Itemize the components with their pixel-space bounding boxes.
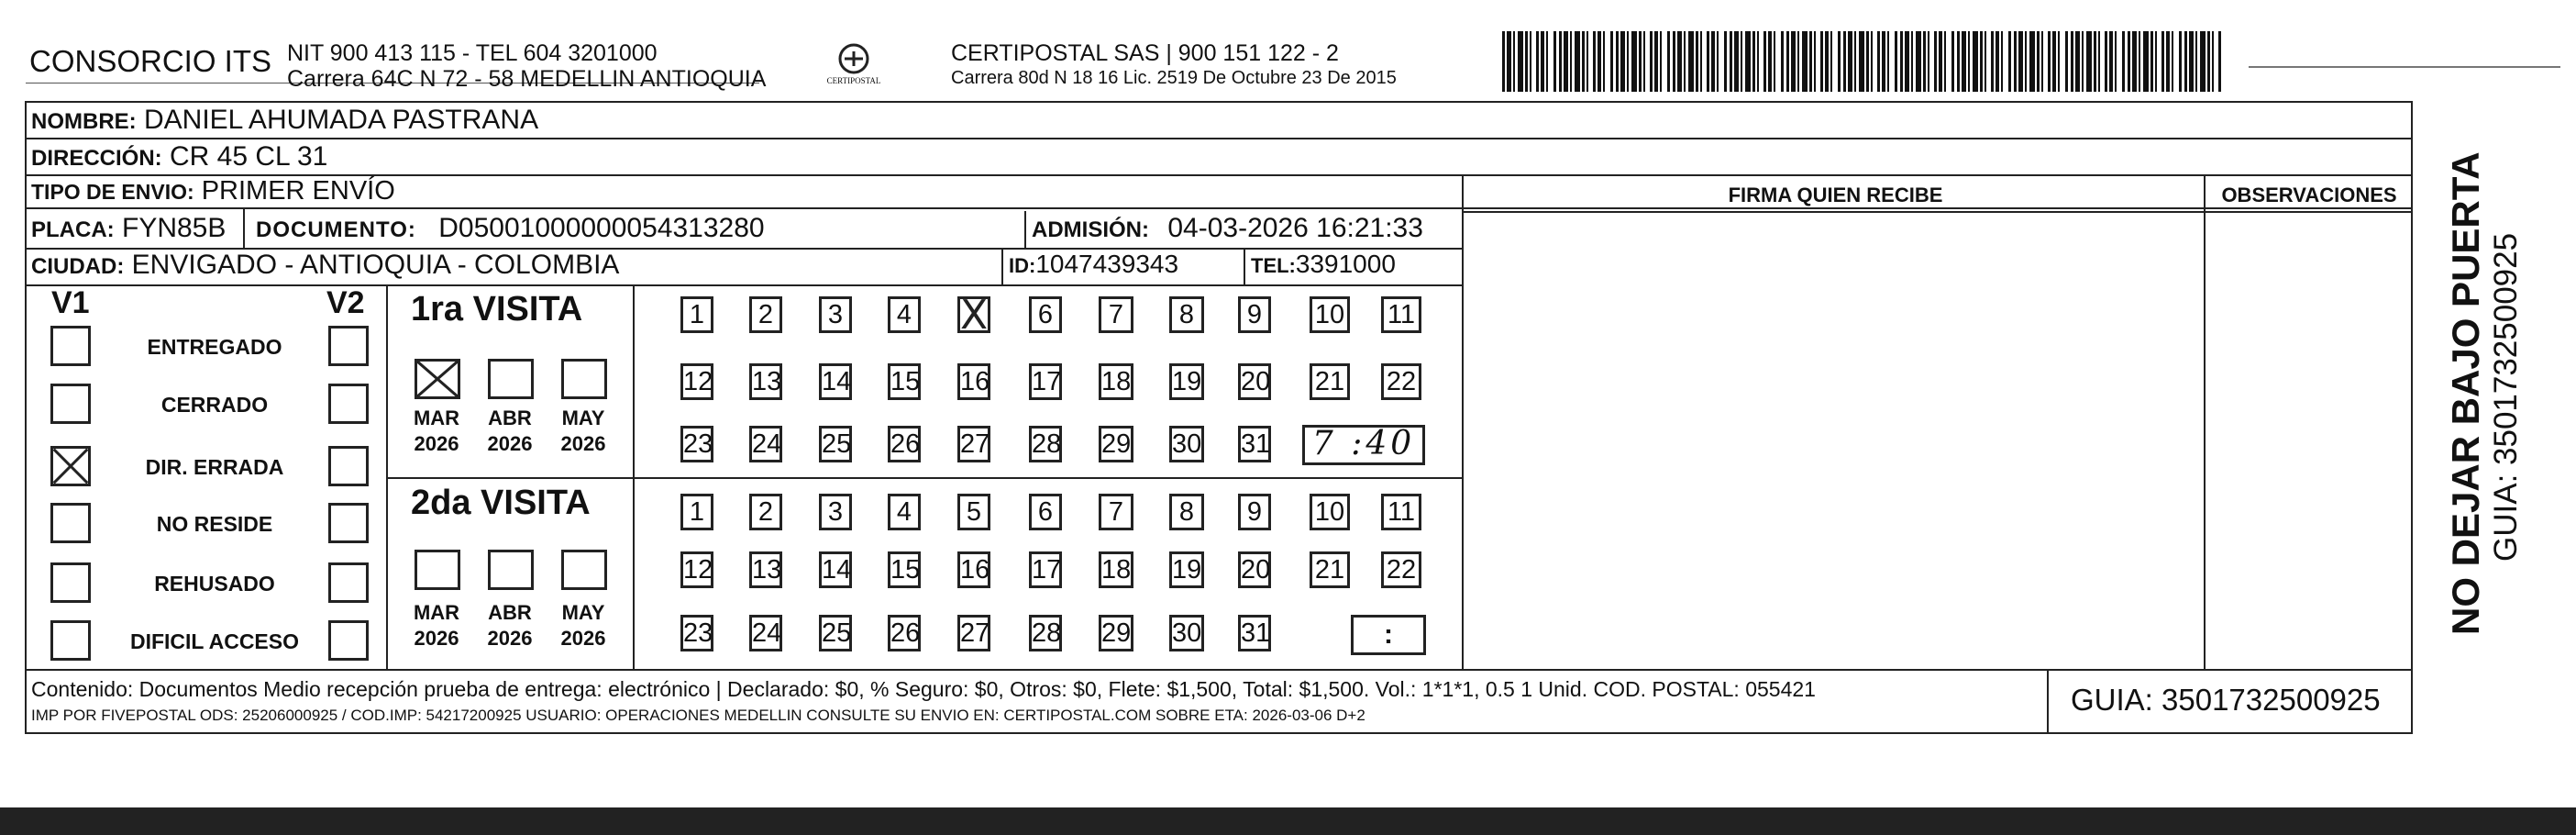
barcode-bar bbox=[1553, 31, 1556, 92]
barcode-bar bbox=[2115, 31, 2117, 92]
day-checkbox[interactable]: 2 bbox=[749, 296, 782, 333]
day-checkbox[interactable]: 31 bbox=[1238, 615, 1271, 651]
month-year-label: 2026 bbox=[487, 432, 533, 455]
day-checkbox[interactable]: 22 bbox=[1381, 363, 1421, 400]
perforation-line bbox=[2249, 66, 2560, 68]
barcode-bar bbox=[1518, 31, 1523, 92]
barcode-bar bbox=[2082, 31, 2084, 92]
company-name: CONSORCIO ITS bbox=[29, 44, 272, 78]
barcode-bar bbox=[2048, 31, 2051, 92]
ciudad-value: ENVIGADO - ANTIOQUIA - COLOMBIA bbox=[131, 250, 620, 280]
id-label: ID: bbox=[1009, 254, 1036, 277]
barcode-bar bbox=[1859, 31, 1864, 92]
logo-text: CERTIPOSTAL bbox=[826, 76, 881, 85]
row-divider bbox=[25, 138, 2413, 139]
tel-row bbox=[1251, 250, 1396, 279]
day-checkbox[interactable]: 25 bbox=[819, 615, 852, 651]
barcode-bar bbox=[1627, 31, 1629, 92]
status-label: ENTREGADO bbox=[147, 335, 282, 359]
barcode-bar bbox=[1684, 31, 1686, 92]
barcode-bar bbox=[1734, 31, 1739, 92]
month-checkbox[interactable] bbox=[415, 550, 460, 590]
day-checkbox[interactable]: 9 bbox=[1238, 296, 1271, 333]
barcode-bar bbox=[1667, 31, 1670, 92]
barcode-bar bbox=[1677, 31, 1682, 92]
barcode bbox=[1502, 31, 2228, 92]
nombre-value: DANIEL AHUMADA PASTRANA bbox=[144, 105, 539, 135]
visit1-title: 1ra VISITA bbox=[411, 290, 583, 328]
barcode-bar bbox=[1536, 31, 1539, 92]
barcode-bar bbox=[2207, 31, 2210, 92]
day-checkbox[interactable]: 11 bbox=[1381, 296, 1421, 333]
day-checkbox[interactable]: 2 bbox=[749, 494, 782, 530]
no-dejar-bajo-puerta: NO DEJAR BAJO PUERTA bbox=[2444, 151, 2487, 635]
id-value: 1047439343 bbox=[1035, 250, 1179, 278]
barcode-bar bbox=[2041, 31, 2043, 92]
day-checkbox[interactable]: 17 bbox=[1029, 551, 1062, 588]
placa-label: PLACA: bbox=[31, 217, 115, 242]
barcode-bar bbox=[1650, 31, 1653, 92]
day-checkbox[interactable]: 24 bbox=[749, 615, 782, 651]
day-checkbox[interactable]: 18 bbox=[1099, 551, 1133, 588]
month-checkbox[interactable] bbox=[561, 359, 607, 399]
day-checkbox[interactable]: 9 bbox=[1238, 494, 1271, 530]
barcode-bar bbox=[2128, 31, 2130, 92]
barcode-bar bbox=[2172, 31, 2173, 92]
barcode-bar bbox=[2001, 31, 2003, 92]
barcode-bar bbox=[1564, 31, 1568, 92]
barcode-bar bbox=[1546, 31, 1548, 92]
barcode-bar bbox=[1610, 31, 1613, 92]
barcode-bar bbox=[1587, 31, 1588, 92]
barcode-bar bbox=[1700, 31, 1702, 92]
footer-divider bbox=[25, 669, 2413, 671]
barcode-bar bbox=[1643, 31, 1645, 92]
barcode-bar bbox=[2094, 31, 2096, 92]
barcode-bar bbox=[2098, 31, 2100, 92]
barcode-bar bbox=[2139, 31, 2140, 92]
barcode-bar bbox=[1660, 31, 1662, 92]
documento-value: D05001000000054313280 bbox=[438, 213, 765, 243]
day-checkbox[interactable]: 25 bbox=[819, 426, 852, 462]
day-checkbox[interactable]: 30 bbox=[1169, 426, 1204, 462]
day-checkbox[interactable]: 31 bbox=[1238, 426, 1271, 462]
barcode-bar bbox=[1502, 31, 1505, 92]
barcode-bar bbox=[1968, 31, 1970, 92]
day-checkbox[interactable]: 3 bbox=[819, 494, 852, 530]
day-checkbox[interactable]: 20 bbox=[1238, 551, 1271, 588]
barcode-bar bbox=[1848, 31, 1852, 92]
tel-label: TEL: bbox=[1251, 254, 1296, 277]
day-checkbox[interactable]: 10 bbox=[1310, 296, 1350, 333]
day-checkbox[interactable]: 14 bbox=[819, 551, 852, 588]
day-checkbox[interactable]: 8 bbox=[1169, 494, 1204, 530]
barcode-bar bbox=[2195, 31, 2197, 92]
v2-checkbox[interactable] bbox=[328, 384, 369, 424]
day-checkbox[interactable]: 13 bbox=[749, 551, 782, 588]
v1-checkbox[interactable] bbox=[50, 620, 91, 661]
day-checkbox[interactable]: 4 bbox=[888, 494, 921, 530]
barcode-bar bbox=[1541, 31, 1544, 92]
v2-checkbox[interactable] bbox=[328, 620, 369, 661]
status-label: NO RESIDE bbox=[156, 512, 273, 536]
barcode-bar bbox=[2071, 31, 2073, 92]
company-nit: NIT 900 413 115 - TEL 604 3201000 bbox=[287, 40, 658, 66]
day-checkbox[interactable]: 16 bbox=[957, 363, 990, 400]
day-checkbox[interactable]: 6 bbox=[1029, 296, 1062, 333]
placa-divider bbox=[243, 207, 245, 248]
barcode-bar bbox=[1825, 31, 1829, 92]
month-year-label: 2026 bbox=[487, 627, 533, 650]
footer-contenido: Contenido: Documentos Medio recepción prueba de entrega: electrónico | Declarado: $0, % Seguro: $0, Otros: $0, Flete: $1,500, Total: $1,500. Vol.: 1*1*1, 0.5 1 Unid. COD. POSTAL: 055421 bbox=[31, 677, 1816, 701]
barcode-bar bbox=[2150, 31, 2153, 92]
admision-label: ADMISIÓN: bbox=[1032, 217, 1149, 242]
day-checkbox[interactable]: 26 bbox=[888, 426, 921, 462]
barcode-bar bbox=[1791, 31, 1796, 92]
direccion-label: DIRECCIÓN: bbox=[31, 146, 162, 171]
barcode-bar bbox=[1724, 31, 1727, 92]
carrier-name: CERTIPOSTAL SAS | 900 151 122 - 2 bbox=[951, 40, 1339, 66]
id-row bbox=[1009, 250, 1178, 279]
barcode-bar bbox=[1513, 31, 1515, 92]
barcode-bar bbox=[1802, 31, 1808, 92]
visit1-time-box bbox=[1302, 425, 1425, 465]
barcode-bar bbox=[2189, 31, 2194, 92]
v2-checkbox[interactable] bbox=[328, 326, 369, 366]
day-checkbox[interactable]: 28 bbox=[1029, 615, 1062, 651]
barcode-bar bbox=[1814, 31, 1816, 92]
day-checkbox[interactable]: 17 bbox=[1029, 363, 1062, 400]
barcode-bar bbox=[2166, 31, 2170, 92]
day-checkbox[interactable]: 18 bbox=[1099, 363, 1133, 400]
barcode-bar bbox=[1525, 31, 1528, 92]
barcode-bar bbox=[2184, 31, 2187, 92]
barcode-bar bbox=[1639, 31, 1642, 92]
v2-checkbox[interactable] bbox=[328, 446, 369, 486]
day-checkbox[interactable]: 11 bbox=[1381, 494, 1421, 530]
certipostal-logo bbox=[821, 40, 887, 94]
barcode-bar bbox=[2029, 31, 2035, 92]
company-address: Carrera 64C N 72 - 58 MEDELLIN ANTIOQUIA bbox=[287, 66, 767, 92]
month-year-label: 2026 bbox=[560, 627, 606, 650]
barcode-bar bbox=[1882, 31, 1885, 92]
day-checkbox[interactable]: 1 bbox=[680, 494, 713, 530]
barcode-bar bbox=[2143, 31, 2149, 92]
day-checkbox[interactable]: 12 bbox=[680, 363, 713, 400]
month-checkbox[interactable] bbox=[415, 359, 460, 399]
ciudad-row bbox=[31, 250, 619, 281]
v1-checkbox[interactable] bbox=[50, 503, 91, 543]
direccion-value: CR 45 CL 31 bbox=[170, 141, 328, 172]
day-checkbox[interactable]: 12 bbox=[680, 551, 713, 588]
barcode-bar bbox=[1985, 31, 1986, 92]
barcode-bar bbox=[1603, 31, 1605, 92]
barcode-bar bbox=[2025, 31, 2027, 92]
barcode-bar bbox=[1911, 31, 1913, 92]
barcode-bar bbox=[1620, 31, 1625, 92]
day-checkbox[interactable]: 13 bbox=[749, 363, 782, 400]
v2-checkbox[interactable] bbox=[328, 503, 369, 543]
placa-row bbox=[31, 213, 226, 244]
side-guia: GUIA: 3501732500925 bbox=[2488, 232, 2524, 562]
day-checkbox[interactable]: 29 bbox=[1099, 426, 1133, 462]
barcode-bar bbox=[1530, 31, 1531, 92]
barcode-bar bbox=[1745, 31, 1751, 92]
barcode-bar bbox=[1559, 31, 1562, 92]
barcode-bar bbox=[1757, 31, 1759, 92]
row-divider bbox=[1464, 211, 2413, 213]
day-checkbox[interactable]: 5 bbox=[957, 494, 990, 530]
barcode-bar bbox=[1877, 31, 1880, 92]
day-checkbox[interactable]: 27 bbox=[957, 426, 990, 462]
row-divider bbox=[25, 284, 1464, 286]
day-checkbox[interactable]: 23 bbox=[680, 426, 713, 462]
barcode-bar bbox=[1730, 31, 1732, 92]
barcode-bar bbox=[2014, 31, 2017, 92]
day-checkbox[interactable]: 3 bbox=[819, 296, 852, 333]
day-checkbox[interactable]: 1 bbox=[680, 296, 713, 333]
barcode-bar bbox=[2018, 31, 2023, 92]
month-year-label: 2026 bbox=[560, 432, 606, 455]
barcode-bar bbox=[1711, 31, 1715, 92]
barcode-bar bbox=[1598, 31, 1601, 92]
barcode-bar bbox=[1866, 31, 1869, 92]
barcode-bar bbox=[2122, 31, 2125, 92]
month-label: MAY bbox=[561, 601, 605, 624]
month-label: ABR bbox=[488, 406, 532, 429]
barcode-bar bbox=[1575, 31, 1580, 92]
barcode-bar bbox=[1593, 31, 1596, 92]
barcode-bar bbox=[1688, 31, 1694, 92]
footer-guia: GUIA: 3501732500925 bbox=[2071, 683, 2381, 717]
barcode-bar bbox=[1797, 31, 1799, 92]
barcode-bar bbox=[1774, 31, 1775, 92]
barcode-bar bbox=[1951, 31, 1954, 92]
barcode-bar bbox=[1507, 31, 1511, 92]
barcode-bar bbox=[1843, 31, 1846, 92]
carrier-address: Carrera 80d N 18 16 Lic. 2519 De Octubre 23 De 2015 bbox=[951, 68, 1397, 88]
barcode-bar bbox=[1900, 31, 1903, 92]
barcode-bar bbox=[1962, 31, 1966, 92]
row-divider bbox=[25, 207, 2413, 209]
admision-value: 04-03-2026 16:21:33 bbox=[1167, 213, 1423, 243]
barcode-bar bbox=[1696, 31, 1698, 92]
day-checkbox[interactable]: 27 bbox=[957, 615, 990, 651]
barcode-bar bbox=[1996, 31, 1999, 92]
barcode-bar bbox=[1923, 31, 1926, 92]
barcode-bar bbox=[1673, 31, 1675, 92]
firma-header: FIRMA QUIEN RECIBE bbox=[1728, 184, 1943, 206]
barcode-bar bbox=[1838, 31, 1841, 92]
barcode-bar bbox=[2200, 31, 2206, 92]
nombre-row bbox=[31, 105, 538, 136]
barcode-bar bbox=[1741, 31, 1742, 92]
ciudad-label: CIUDAD: bbox=[31, 254, 125, 279]
status-label: REHUSADO bbox=[154, 572, 275, 596]
barcode-bar bbox=[1717, 31, 1719, 92]
day-checkbox[interactable]: 28 bbox=[1029, 426, 1062, 462]
visit-divider bbox=[388, 477, 1462, 479]
day-checkbox[interactable]: 6 bbox=[1029, 494, 1062, 530]
day-checkbox[interactable]: 10 bbox=[1310, 494, 1350, 530]
documento-label: DOCUMENTO: bbox=[256, 217, 416, 242]
barcode-bar bbox=[2058, 31, 2060, 92]
barcode-bar bbox=[1570, 31, 1572, 92]
day-checkbox[interactable]: 29 bbox=[1099, 615, 1133, 651]
barcode-bar bbox=[1905, 31, 1909, 92]
month-label: ABR bbox=[488, 601, 532, 624]
day-checkbox[interactable] bbox=[957, 296, 990, 333]
v2-header: V2 bbox=[326, 285, 365, 320]
barcode-bar bbox=[1944, 31, 1946, 92]
visit2-time-colon: : bbox=[1384, 619, 1393, 650]
obs-column-divider bbox=[2204, 174, 2206, 669]
guia-box-divider bbox=[2047, 669, 2049, 734]
month-checkbox[interactable] bbox=[488, 550, 534, 590]
barcode-bar bbox=[1887, 31, 1889, 92]
barcode-bar bbox=[1616, 31, 1619, 92]
visit2-time-box bbox=[1351, 615, 1426, 655]
barcode-bar bbox=[1991, 31, 1994, 92]
month-label: MAR bbox=[413, 601, 460, 624]
footer-impresion: IMP POR FIVEPOSTAL ODS: 25206000925 / COD.IMP: 54217200925 USUARIO: OPERACIONES MEDELLIN CONSULTE SU ENVIO EN: CERTIPOSTAL.COM SOBRE ETA: 2026-03-06 D+2 bbox=[31, 707, 1365, 724]
status-label: DIFICIL ACCESO bbox=[129, 629, 299, 653]
admision-divider bbox=[1024, 211, 1026, 248]
day-checkbox[interactable]: 26 bbox=[888, 615, 921, 651]
barcode-bar bbox=[2052, 31, 2056, 92]
nombre-label: NOMBRE: bbox=[31, 109, 137, 134]
month-checkbox[interactable] bbox=[488, 359, 534, 399]
day-checkbox[interactable]: 15 bbox=[888, 551, 921, 588]
barcode-bar bbox=[2086, 31, 2092, 92]
day-checkbox[interactable]: 24 bbox=[749, 426, 782, 462]
tel-divider bbox=[1244, 248, 1245, 284]
firma-column-divider bbox=[1462, 174, 1464, 669]
barcode-bar bbox=[1939, 31, 1942, 92]
barcode-bar bbox=[1582, 31, 1585, 92]
direccion-row bbox=[31, 141, 327, 173]
day-checkbox[interactable]: 8 bbox=[1169, 296, 1204, 333]
barcode-bar bbox=[2065, 31, 2068, 92]
admision-row bbox=[1032, 213, 1423, 244]
day-checkbox[interactable]: 16 bbox=[957, 551, 990, 588]
tel-value: 3391000 bbox=[1295, 250, 1396, 278]
barcode-bar bbox=[2105, 31, 2107, 92]
barcode-bar bbox=[1763, 31, 1766, 92]
day-checkbox[interactable]: 21 bbox=[1310, 551, 1350, 588]
observaciones-header: OBSERVACIONES bbox=[2221, 184, 2397, 206]
visit2-title: 2da VISITA bbox=[411, 484, 591, 522]
barcode-bar bbox=[1781, 31, 1784, 92]
barcode-bar bbox=[1631, 31, 1637, 92]
status-label: CERRADO bbox=[160, 393, 269, 417]
v1-checkbox[interactable] bbox=[50, 326, 91, 366]
v1-checkbox[interactable] bbox=[50, 384, 91, 424]
tipo-value: PRIMER ENVÍO bbox=[201, 176, 395, 206]
barcode-bar bbox=[2037, 31, 2040, 92]
day-checkbox[interactable]: 30 bbox=[1169, 615, 1204, 651]
day-checkbox[interactable]: 14 bbox=[819, 363, 852, 400]
barcode-bar bbox=[2075, 31, 2080, 92]
barcode-bar bbox=[1707, 31, 1709, 92]
v1-checkbox[interactable] bbox=[50, 446, 91, 486]
bottom-edge-band bbox=[0, 807, 2576, 835]
documento-row bbox=[256, 213, 765, 244]
barcode-bar bbox=[2161, 31, 2164, 92]
barcode-bar bbox=[1809, 31, 1812, 92]
status-label: DIR. ERRADA bbox=[145, 455, 284, 479]
day-checkbox[interactable]: 20 bbox=[1238, 363, 1271, 400]
v2-checkbox[interactable] bbox=[328, 562, 369, 603]
day-checkbox[interactable]: 21 bbox=[1310, 363, 1350, 400]
barcode-bar bbox=[1854, 31, 1856, 92]
id-divider bbox=[1001, 248, 1003, 284]
barcode-bar bbox=[2109, 31, 2113, 92]
day-checkbox[interactable]: 19 bbox=[1169, 551, 1204, 588]
barcode-bar bbox=[2212, 31, 2214, 92]
day-checkbox[interactable]: 4 bbox=[888, 296, 921, 333]
barcode-bar bbox=[1973, 31, 1978, 92]
barcode-bar bbox=[1895, 31, 1897, 92]
tipo-row bbox=[31, 176, 395, 206]
placa-value: FYN85B bbox=[122, 213, 227, 243]
visit1-time-handwritten: 7 :40 bbox=[1311, 425, 1416, 462]
month-year-label: 2026 bbox=[414, 432, 459, 455]
barcode-bar bbox=[2218, 31, 2221, 92]
barcode-bar bbox=[2008, 31, 2011, 92]
v1-checkbox[interactable] bbox=[50, 562, 91, 603]
barcode-bar bbox=[1752, 31, 1755, 92]
day-checkbox[interactable]: 23 bbox=[680, 615, 713, 651]
month-checkbox[interactable] bbox=[561, 550, 607, 590]
barcode-bar bbox=[2155, 31, 2157, 92]
barcode-bar bbox=[1871, 31, 1873, 92]
barcode-bar bbox=[2179, 31, 2182, 92]
barcode-bar bbox=[1980, 31, 1983, 92]
barcode-bar bbox=[1916, 31, 1921, 92]
barcode-bar bbox=[1928, 31, 1929, 92]
day-checkbox[interactable]: 7 bbox=[1099, 296, 1133, 333]
day-checkbox[interactable]: 22 bbox=[1381, 551, 1421, 588]
barcode-bar bbox=[1654, 31, 1658, 92]
month-label: MAY bbox=[561, 406, 605, 429]
barcode-bar bbox=[1934, 31, 1937, 92]
tipo-label: TIPO DE ENVIO: bbox=[31, 180, 194, 204]
barcode-bar bbox=[1820, 31, 1823, 92]
day-checkbox[interactable]: 7 bbox=[1099, 494, 1133, 530]
v1-header: V1 bbox=[51, 285, 90, 320]
month-label: MAR bbox=[413, 406, 460, 429]
month-year-label: 2026 bbox=[414, 627, 459, 650]
day-checkbox[interactable]: 15 bbox=[888, 363, 921, 400]
barcode-bar bbox=[1830, 31, 1832, 92]
barcode-bar bbox=[2132, 31, 2137, 92]
barcode-bar bbox=[1768, 31, 1772, 92]
barcode-bar bbox=[1957, 31, 1960, 92]
barcode-bar bbox=[1786, 31, 1789, 92]
day-checkbox[interactable]: 19 bbox=[1169, 363, 1204, 400]
